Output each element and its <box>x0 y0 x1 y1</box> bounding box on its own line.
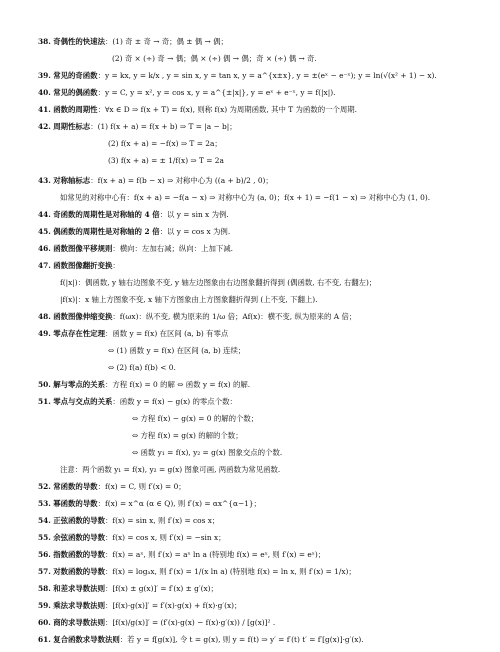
item-text: ：[f(x) ± g(x)]′ = f′(x) ± g′(x)； <box>104 584 218 593</box>
item-text: ：f(x) = x^α (α ∈ Q), 则 f′(x) = αx^{α−1}； <box>97 499 261 508</box>
item-text: ：[f(x)·g(x)]′ = f′(x)·g(x) + f(x)·g′(x)； <box>104 601 242 610</box>
item-text: ：(1) 奇 ± 奇 → 奇；偶 ± 偶 → 偶； <box>104 37 228 46</box>
item-text: (2) 奇 × (÷) 奇 → 偶；偶 × (÷) 偶 → 偶；奇 × (÷) 偶 → 奇. <box>112 54 317 63</box>
item-number: 42. <box>38 122 51 131</box>
item-text: ：(1) f(x + a) = f(x + b) ⇒ T = |a − b|； <box>90 122 237 131</box>
item-title: 商的求导数法则 <box>53 618 105 627</box>
item-38 <box>38 38 228 47</box>
item-number: 61. <box>38 635 51 644</box>
item-number: 51. <box>38 397 51 406</box>
item-number: 45. <box>38 227 51 236</box>
item-59 <box>38 602 241 611</box>
item-number: 46. <box>38 244 51 253</box>
item-text: f(|x|)：偶函数, y 轴右边图象不变, y 轴左边图象由右边图象翻折得到 (偶函数, 右不变, 右翻左)； <box>60 278 377 287</box>
item-title: 函数图像翻折变换 <box>53 261 113 270</box>
item-text: ：函数 y = f(x) − g(x) 的零点个数： <box>112 397 237 406</box>
item-50 <box>38 381 250 390</box>
item-43-line-2 <box>60 194 430 203</box>
item-text: ：[f(x)/g(x)]′ = (f′(x)·g(x) − f(x)·g′(x)) / [g(x)]² . <box>104 618 276 627</box>
item-title: 奇偶性的快速法 <box>53 37 105 46</box>
item-number: 55. <box>38 533 51 542</box>
item-title: 和差求导数法则 <box>53 584 105 593</box>
item-51 <box>38 398 237 407</box>
item-49-line-3 <box>108 364 176 373</box>
item-text: ⇔ 函数 y₁ = f(x), y₂ = g(x) 图象交点的个数. <box>132 448 283 457</box>
item-text: ：∀x ∈ D ⇒ f(x + T) = f(x), 则称 f(x) 为周期函数, 其中 T 为函数的一个周期. <box>97 105 358 114</box>
item-text: ： <box>112 261 120 270</box>
item-text: ：函数 y = f(x) 在区间 (a, b) 有零点 <box>104 329 229 338</box>
item-number: 48. <box>38 312 51 321</box>
item-49 <box>38 330 228 339</box>
item-46 <box>38 245 233 254</box>
item-text: ：f(x) = aˣ, 则 f′(x) = aˣ ln a (特别地 f(x) = eˣ, 则 f′(x) = eˣ)； <box>104 550 326 559</box>
item-number: 52. <box>38 482 51 491</box>
item-text: ：y = kx, y = k/x , y = sin x, y = tan x, y = a^{x±x}, y = ±(eˣ − e⁻ˣ); y = ln(√(x² + 1) − x). <box>97 71 437 80</box>
item-title: 幂函数的导数 <box>53 499 98 508</box>
item-number: 58. <box>38 584 51 593</box>
item-47-line-2 <box>60 279 376 288</box>
item-title: 周期性标志 <box>53 122 91 131</box>
item-number: 38. <box>38 37 51 46</box>
item-number: 44. <box>38 210 51 219</box>
item-text: (3) f(x + a) = ± 1/f(x) ⇒ T = 2a <box>108 156 224 165</box>
item-title: 常函数的导数 <box>53 482 98 491</box>
item-number: 54. <box>38 516 51 525</box>
item-51-line-3 <box>132 432 243 441</box>
item-text: ：f(x + a) = f(b − x) ⇒ 对称中心为 ((a + b)/2 , 0)； <box>90 176 273 185</box>
item-42 <box>38 123 237 132</box>
item-title: 零点存在性定理 <box>53 329 105 338</box>
item-title: 函数图像平移规则 <box>53 244 113 253</box>
item-title: 正弦函数的导数 <box>53 516 105 525</box>
item-title: 常见的偶函数 <box>53 88 98 97</box>
item-title: 奇函数的周期性是对称轴的 4 倍 <box>53 210 160 219</box>
item-text: ：横向：左加右减；纵向：上加下减. <box>112 244 233 253</box>
item-text: ：f(x) = C, 则 f′(x) = 0； <box>97 482 186 491</box>
item-52 <box>38 483 186 492</box>
item-number: 43. <box>38 176 51 185</box>
item-number: 60. <box>38 618 51 627</box>
item-title: 指数函数的导数 <box>53 550 105 559</box>
item-title: 偶函数的周期性是对称轴的 2 倍 <box>53 227 160 236</box>
item-text: 如常见的对称中心有：f(x + a) = −f(a − x) ⇒ 对称中心为 (a, 0)；f(x + 1) = −f(1 − x) ⇒ 对称中心为 (1, 0). <box>60 193 431 202</box>
item-48 <box>38 313 356 322</box>
item-title: 零点与交点的关系 <box>53 397 113 406</box>
item-43 <box>38 177 273 186</box>
item-text: ：f(x) = logₐx, 则 f′(x) = 1/(x ln a) (特别地 f(x) = ln x, 则 f′(x) = 1/x)； <box>104 567 356 576</box>
item-45 <box>38 228 230 237</box>
item-title: 余弦函数的导数 <box>53 533 105 542</box>
item-text: ：若 y = f[g(x)], 令 t = g(x), 则 y = f(t) ⇒ y′ = f′(t) t′ = f′[g(x)]·g′(x). <box>119 635 364 644</box>
item-47-line-3 <box>60 296 318 305</box>
item-51-line-2 <box>132 415 258 424</box>
item-55 <box>38 534 226 543</box>
item-text: ⇔ 方程 f(x) − g(x) = 0 的解的个数； <box>132 414 259 423</box>
item-text: (2) f(x + a) = −f(x) ⇒ T = 2a； <box>108 139 222 148</box>
item-57 <box>38 568 356 577</box>
item-47 <box>38 262 120 271</box>
item-51-line-4 <box>132 449 282 458</box>
item-58 <box>38 585 218 594</box>
item-53 <box>38 500 261 509</box>
item-text: ：f(x) = cos x, 则 f′(x) = −sin x； <box>104 533 226 542</box>
item-number: 53. <box>38 499 51 508</box>
item-number: 47. <box>38 261 51 270</box>
item-title: 解与零点的关系 <box>53 380 105 389</box>
item-number: 50. <box>38 380 51 389</box>
item-44 <box>38 211 229 220</box>
item-41 <box>38 106 357 115</box>
item-title: 复合函数求导数法则 <box>53 635 120 644</box>
item-text: ⇔ (1) 函数 y = f(x) 在区间 (a, b) 连续； <box>108 346 246 355</box>
item-54 <box>38 517 219 526</box>
item-number: 57. <box>38 567 51 576</box>
item-61 <box>38 636 364 645</box>
item-title: 对数函数的导数 <box>53 567 105 576</box>
item-42-line-2 <box>108 140 222 149</box>
item-text: ：方程 f(x) = 0 的解 ⇔ 函数 y = f(x) 的解. <box>104 380 251 389</box>
item-text: ：以 y = sin x 为例. <box>159 210 229 219</box>
item-text: 注意：两个函数 y₁ = f(x), y₂ = g(x) 图象可画, 两函数为常见函数. <box>60 465 281 474</box>
item-text: ：y = C, y = x², y = cos x, y = a^{±|x|}, y = eˣ + e⁻ˣ, y = f(|x|). <box>97 88 336 97</box>
item-title: 函数图像伸缩变换 <box>53 312 113 321</box>
item-title: 乘法求导数法则 <box>53 601 105 610</box>
item-number: 41. <box>38 105 51 114</box>
item-38-line-2 <box>112 55 317 64</box>
item-number: 56. <box>38 550 51 559</box>
item-text: ⇔ (2) f(a) f(b) < 0. <box>108 363 176 372</box>
item-number: 49. <box>38 329 51 338</box>
item-text: ：f(ωx)：纵不变, 横为原来的 1/ω 倍；Af(x)：横不变, 纵为原来的 A 倍； <box>112 312 357 321</box>
item-49-line-2 <box>108 347 245 356</box>
item-text: ：f(x) = sin x, 则 f′(x) = cos x； <box>104 516 220 525</box>
item-42-line-3 <box>108 157 224 166</box>
item-text: ：以 y = cos x 为例. <box>159 227 231 236</box>
item-number: 39. <box>38 71 51 80</box>
item-39 <box>38 72 437 81</box>
item-60 <box>38 619 275 628</box>
item-title: 常见的奇函数 <box>53 71 98 80</box>
item-56 <box>38 551 325 560</box>
item-text: |f(x)|：x 轴上方图象不变, x 轴下方图象由上方图象翻折得到 (上不变, 下翻上). <box>60 295 318 304</box>
item-title: 对称轴标志 <box>53 176 91 185</box>
item-51-note <box>60 466 280 475</box>
item-number: 40. <box>38 88 51 97</box>
item-text: ⇔ 方程 f(x) = g(x) 的解的个数； <box>132 431 243 440</box>
item-40 <box>38 89 335 98</box>
item-title: 函数的周期性 <box>53 105 98 114</box>
item-number: 59. <box>38 601 51 610</box>
